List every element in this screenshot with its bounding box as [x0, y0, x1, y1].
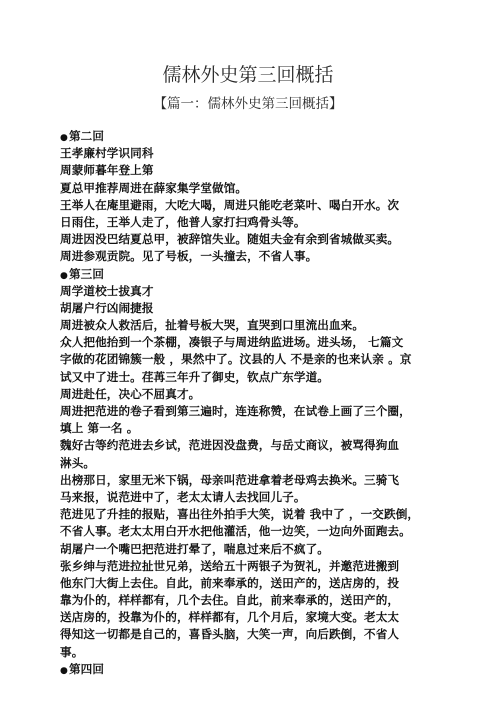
- text-line: [60, 420, 435, 437]
- line-text: 不省人事。老太太用白开水把他灌活，他一边笑，一边向外面跑去。: [60, 524, 411, 539]
- line-text: 试又中了进士。荏苒三年升了御史，钦点广东学道。: [60, 369, 329, 384]
- text-line: [60, 145, 435, 162]
- text-line: [60, 506, 435, 523]
- bullet-icon: ●: [60, 133, 68, 143]
- text-line: [60, 300, 435, 317]
- text-line: [60, 626, 435, 643]
- chapter-heading: [60, 128, 435, 145]
- line-text: 出榜那日，家里无米下锅，母亲叫范进拿着老母鸡去换米。三骑飞: [60, 472, 400, 487]
- line-text: 第三回: [68, 266, 105, 281]
- line-text: 马来报，说范进中了，老太太请人去找回儿子。: [60, 489, 306, 504]
- text-line: [60, 369, 435, 386]
- line-text: 王孝廉村学识同科: [60, 146, 154, 161]
- text-line: [60, 317, 435, 334]
- line-text: 日雨住，王举人走了，他普人家打扫鸡骨头等。: [60, 214, 306, 229]
- line-text: 周学道校士拔真才: [60, 283, 154, 298]
- bullet-icon: ●: [60, 665, 68, 676]
- document-title: 儒林外史第三回概括: [162, 64, 334, 86]
- line-text: 填上 第一名 。: [60, 421, 139, 436]
- text-line: [60, 403, 435, 420]
- line-text: 张乡绅与范进拉扯世兄弟，送给五十两银子为贺礼，并邀范进搬到: [60, 558, 400, 573]
- chapter-heading: [60, 266, 435, 283]
- text-line: [60, 351, 435, 368]
- line-text: 淋头。: [60, 455, 96, 470]
- line-text: 第四回: [68, 661, 105, 676]
- chapter-heading: [60, 661, 435, 678]
- text-line: [60, 609, 435, 626]
- text-line: [60, 489, 435, 506]
- text-line: [60, 386, 435, 403]
- text-line: [60, 162, 435, 179]
- text-line: [60, 455, 435, 472]
- line-text: 周进赴任，决心不屈真才。: [60, 386, 201, 401]
- document-body: [60, 128, 435, 678]
- text-line: [60, 523, 435, 540]
- text-line: [60, 472, 435, 489]
- line-text: 靠为仆的，样样都有，几个去住。自此，前来奉承的，送田产的，: [60, 593, 400, 608]
- text-line: [60, 575, 435, 592]
- line-text: 字做的花团锦簇一般 ，果然中了。汶县的人 不是亲的也来认亲 。京: [60, 352, 412, 367]
- line-text: 周进被众人救活后，扯着号板大哭，直哭到口里流出血来。: [60, 318, 365, 333]
- text-line: [60, 334, 435, 351]
- line-text: 第二回: [68, 129, 105, 143]
- line-text: 众人把他抬到一个茶棚，凑银子与周进纳监进场。进头场， 七篇文: [60, 335, 404, 350]
- line-text: 王举人在庵里避雨，大吃大喝，周进只能吃老菜叶、喝白开水。次: [60, 197, 400, 212]
- document-subtitle: 【篇一：儒林外史第三回概括】: [153, 96, 343, 112]
- line-text: 范进见了升挂的报贴，喜出往外拍手大笑，说着 我中了 ，一交跌倒，: [60, 507, 420, 522]
- line-text: 周蒙师暮年登上第: [60, 163, 154, 178]
- text-line: [60, 197, 435, 214]
- text-line: [60, 541, 435, 558]
- line-text: 胡屠户行凶闹捷报: [60, 300, 154, 315]
- line-text: 周进参观贡院。见了号板，一头撞去，不省人事。: [60, 249, 318, 264]
- line-text: 周进因没巴结夏总甲，被辞馆失业。随姐夫金有余到省城做买卖。: [60, 232, 400, 247]
- line-text: 得知这一切都是自己的，喜昏头脑，大笑一声，向后跌倒，不省人: [60, 627, 400, 642]
- text-line: [60, 644, 435, 661]
- line-text: 魏好古等约范进去乡试，范进因没盘费，与岳丈商议，被骂得狗血: [60, 438, 400, 453]
- line-text: 送店房的，投靠为仆的，样样都有，几个月后，家境大变。老太太: [60, 610, 400, 625]
- text-line: [60, 180, 435, 197]
- line-text: 胡屠户一个嘴巴把范进打晕了，喘息过来后不疯了。: [60, 541, 329, 556]
- text-line: [60, 437, 435, 454]
- line-text: 周进把范进的卷子看到第三遍时，连连称赞，在试卷上画了三个圈，: [60, 404, 411, 418]
- text-line: [60, 231, 435, 248]
- line-text: 夏总甲推荐周进在薛家集学堂做馆。: [60, 180, 248, 195]
- line-text: 他东门大街上去住。自此，前来奉承的，送田产的，送店房的，投: [60, 575, 400, 590]
- text-line: [60, 592, 435, 609]
- text-line: [60, 558, 435, 575]
- line-text: 事。: [60, 644, 84, 659]
- text-line: [60, 214, 435, 231]
- text-line: [60, 248, 435, 265]
- text-line: [60, 283, 435, 300]
- bullet-icon: ●: [60, 270, 68, 281]
